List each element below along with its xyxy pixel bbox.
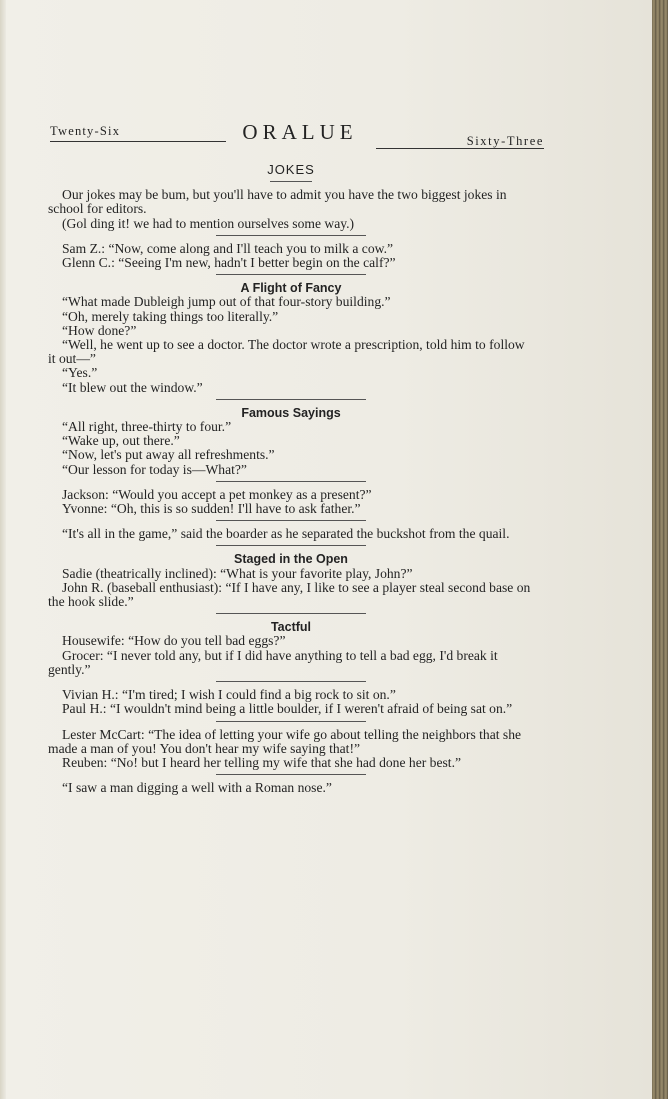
section-heading-staged: Staged in the Open (234, 552, 348, 567)
joke-line: John R. (baseball enthusiast): “If I have any, I like to see a player steal second base on the hook slide.” (48, 579, 531, 610)
divider (216, 545, 366, 546)
section-heading-flight: A Flight of Fancy (240, 281, 342, 296)
divider (270, 181, 312, 182)
section-heading-tactful: Tactful (270, 620, 312, 635)
divider (216, 481, 366, 482)
divider (216, 399, 366, 400)
joke-line: Housewife: “How do you tell bad eggs?” (62, 633, 286, 649)
joke-line: “Our lesson for today is—What?” (62, 461, 247, 477)
book-page-edges (652, 0, 668, 1099)
joke-line: Lester McCart: “The idea of letting your wife go about telling the neighbors that she made a man of you! You don't hear my wife saying that!” (48, 726, 522, 756)
divider (216, 681, 366, 682)
joke-line: “I saw a man digging a well with a Roman nose.” (62, 780, 332, 796)
joke-line: “It's all in the game,” said the boarder as he separated the buckshot from the quail. (62, 526, 510, 542)
header-page-number: Sixty-Three (466, 134, 544, 148)
joke-line: Yvonne: “Oh, this is so sudden! I'll have to ask father.” (62, 501, 361, 517)
page-title: JOKES (267, 162, 315, 177)
joke-line: Sam Z.: “Now, come along and I'll teach you to milk a cow.” (62, 240, 393, 256)
divider (216, 274, 366, 275)
section-heading-famous: Famous Sayings (241, 405, 341, 420)
divider (216, 721, 366, 722)
joke-line: “All right, three-thirty to four.” (62, 419, 232, 435)
header-left-text: Twenty-Six (50, 124, 121, 138)
joke-line: Grocer: “I never told any, but if I did have anything to tell a bad egg, I'd break it gently.” (48, 647, 498, 677)
divider (216, 520, 366, 521)
joke-line: Jackson: “Would you accept a pet monkey as a present?” (62, 486, 372, 502)
joke-line: Sadie (theatrically inclined): “What is your favorite play, John?” (62, 565, 413, 581)
header-publication-title: ORALUE (242, 120, 358, 144)
divider (216, 774, 366, 775)
page-spine-shadow (0, 0, 6, 1099)
joke-line: Vivian H.: “I'm tired; I wish I could find a big rock to sit on.” (62, 687, 396, 703)
joke-line: Paul H.: “I wouldn't mind being a little boulder, if I weren't afraid of being sat on.” (62, 701, 513, 717)
intro-aside: (Gol ding it! we had to mention ourselves some way.) (62, 215, 355, 231)
joke-line: “It blew out the window.” (62, 379, 203, 395)
joke-line: “Well, he went up to see a doctor. The doctor wrote a prescription, told him to follow it out—” (48, 337, 525, 367)
joke-line: Glenn C.: “Seeing I'm new, hadn't I better begin on the calf?” (62, 255, 396, 271)
joke-line: “Wake up, out there.” (62, 433, 180, 449)
joke-line: “How done?” (62, 322, 137, 338)
joke-line: Reuben: “No! but I heard her telling my wife that she had done her best.” (62, 754, 461, 770)
intro-paragraph: Our jokes may be bum, but you'll have to admit you have the two biggest jokes in school for editors. (48, 187, 507, 217)
joke-line: “Now, let's put away all refreshments.” (62, 447, 275, 463)
divider (216, 613, 366, 614)
header-rule-left (50, 141, 226, 142)
joke-line: “Oh, merely taking things too literally.” (62, 308, 279, 324)
running-header (50, 120, 544, 150)
joke-line: “Yes.” (62, 365, 98, 381)
page-content (48, 163, 534, 795)
joke-line: “What made Dubleigh jump out of that four-story building.” (62, 294, 391, 310)
divider (216, 235, 366, 236)
